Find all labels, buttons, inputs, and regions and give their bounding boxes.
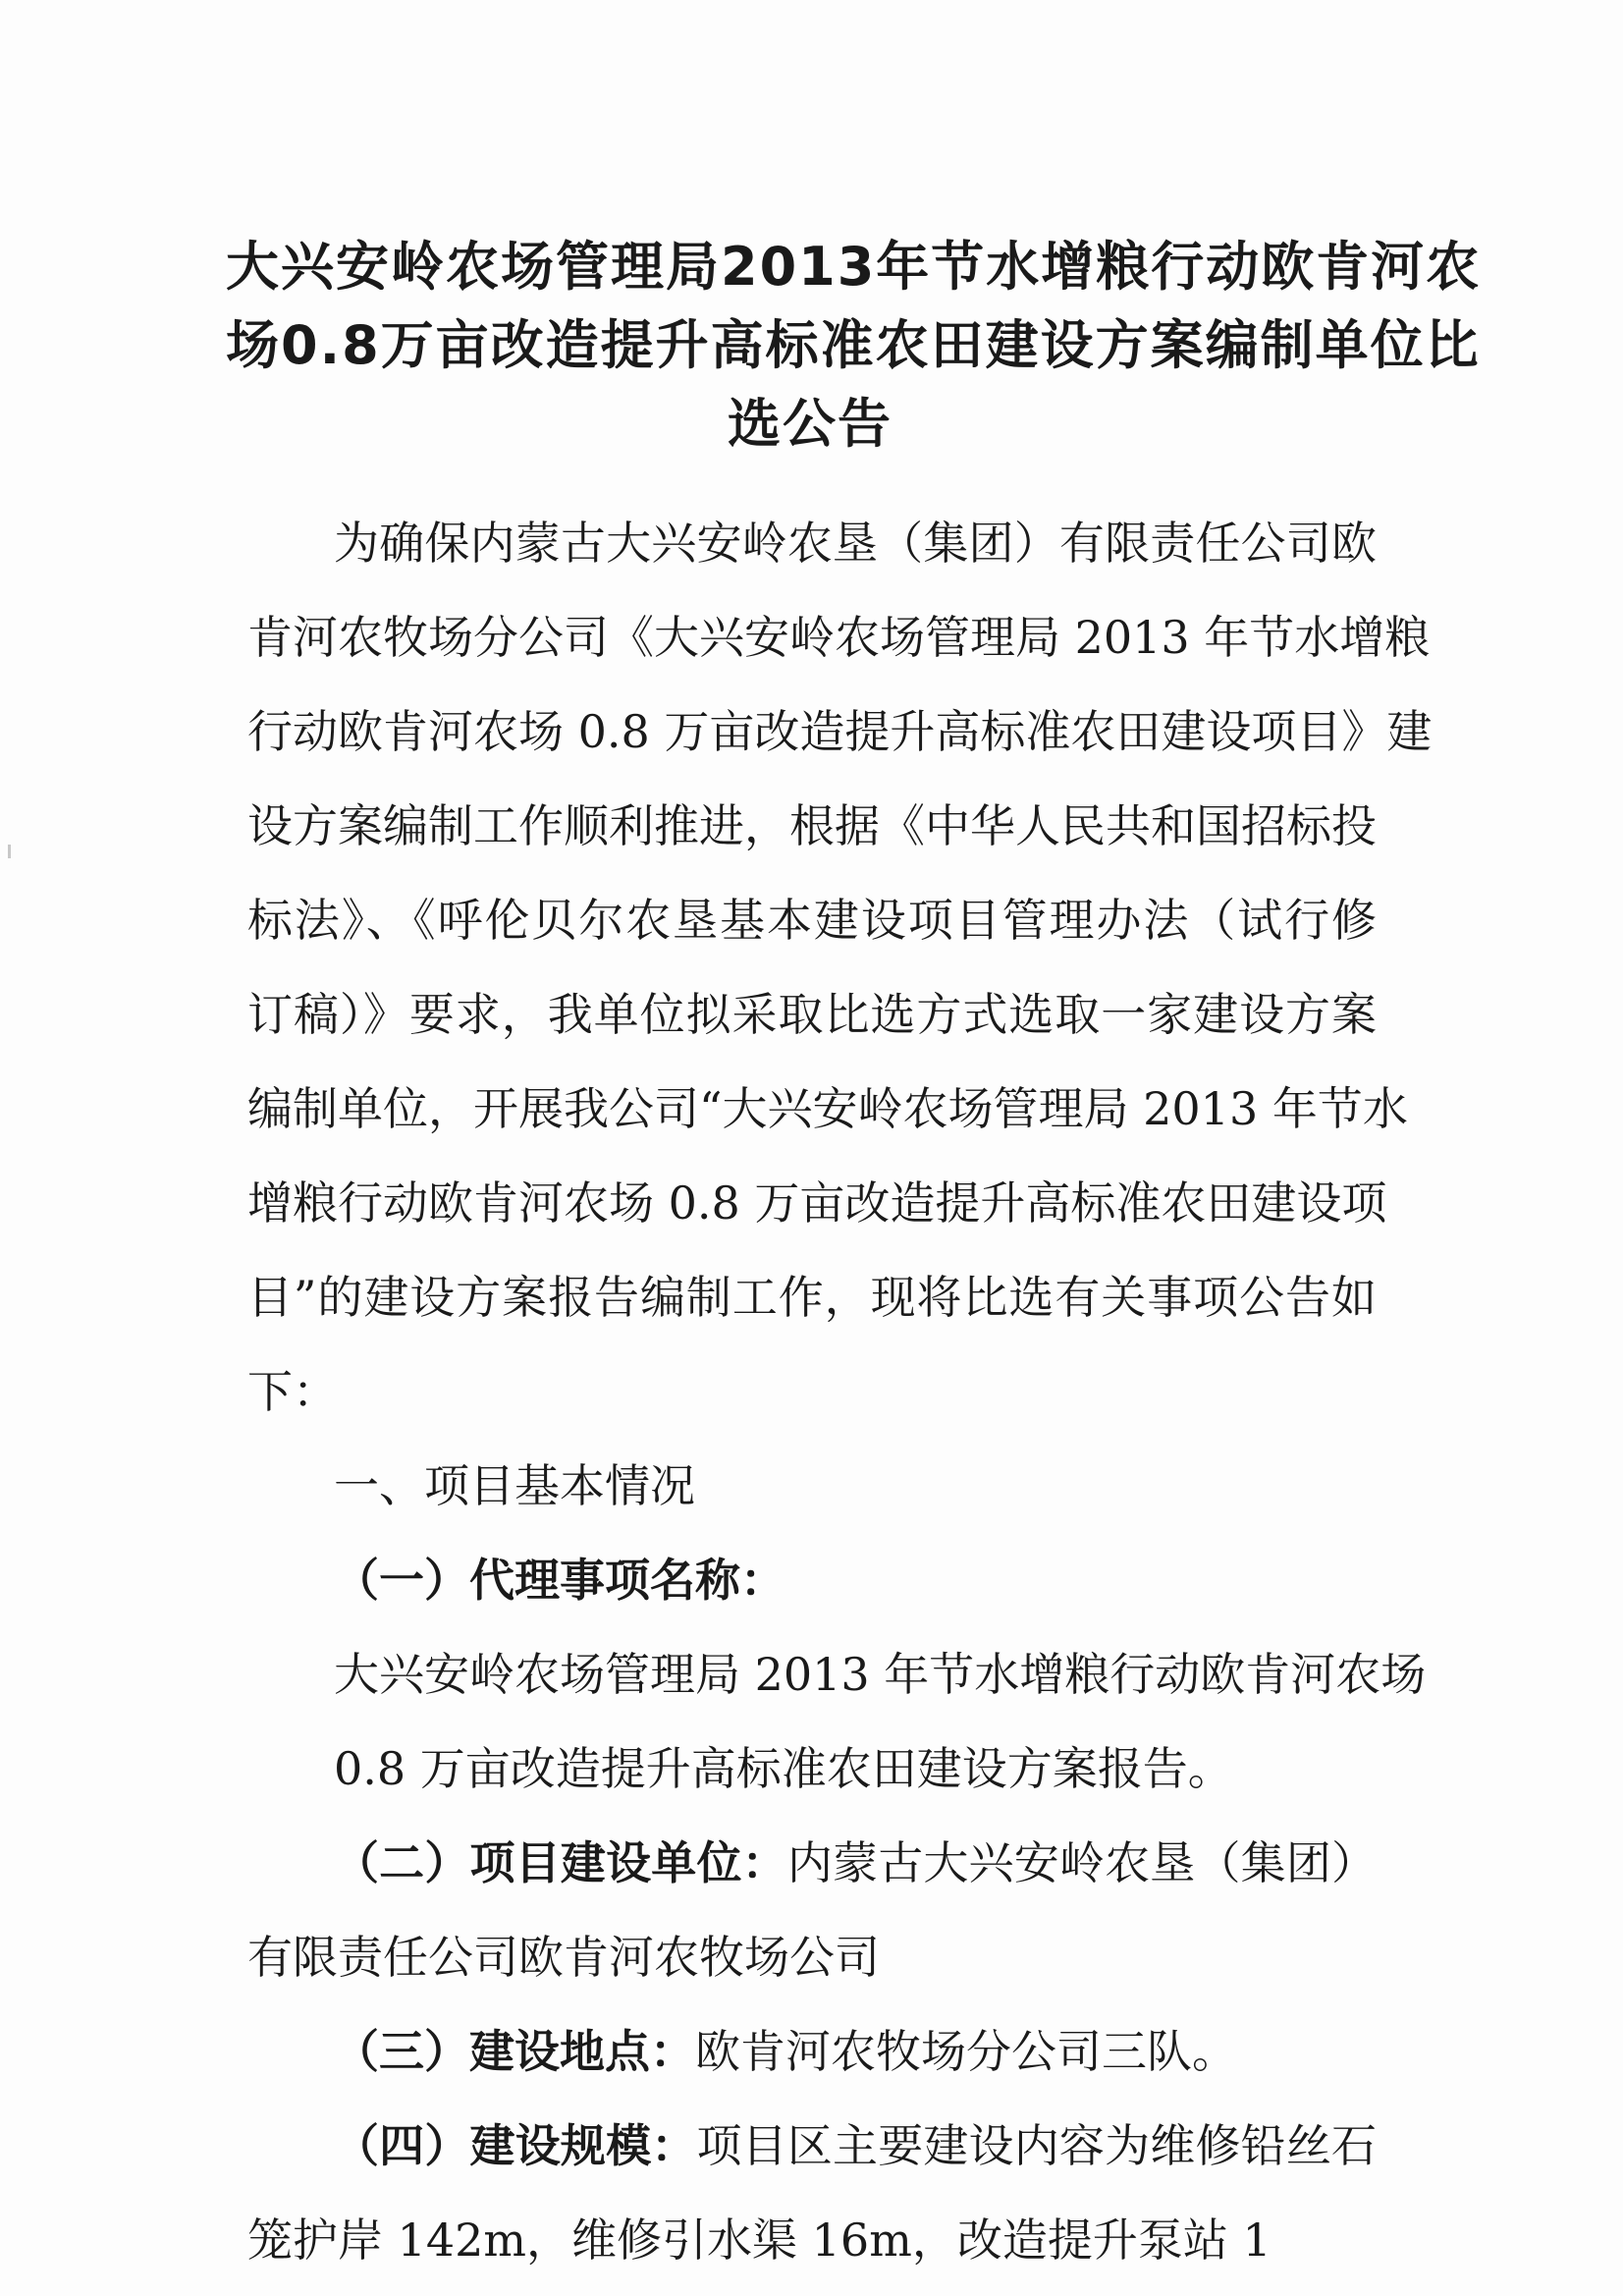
item3-label: （三）建设地点：	[334, 2025, 695, 2078]
item3-row	[334, 2004, 1237, 2099]
item1-line-2: 0.8 万亩改造提升高标准农田建设方案报告。	[334, 1742, 1233, 1795]
intro-line-2: 肯河农牧场分公司《大兴安岭农场管理局 2013 年节水增粮	[247, 611, 1431, 664]
intro-line-6: 订稿）》要求，我单位拟采取比选方式选取一家建设方案	[247, 988, 1377, 1041]
item4-label: （四）建设规模：	[334, 2119, 697, 2172]
item3-text: 欧肯河农牧场分公司三队。	[695, 2025, 1237, 2078]
title-line-2: 场0.8万亩改造提升高标准农田建设方案编制单位比	[226, 314, 1481, 376]
item2-text-first: 内蒙古大兴安岭农垦（集团）	[786, 1836, 1378, 1889]
item1-line-1: 大兴安岭农场管理局 2013 年节水增粮行动欧肯河农场	[334, 1648, 1427, 1701]
section-heading: 一、项目基本情况	[334, 1459, 695, 1512]
intro-line-8: 增粮行动欧肯河农场 0.8 万亩改造提升高标准农田建设项	[247, 1176, 1387, 1230]
item2-text-rest: 有限责任公司欧肯河农牧场公司	[247, 1931, 880, 1984]
intro-line-9: 目”的建设方案报告编制工作，现将比选有关事项公告如	[247, 1271, 1377, 1324]
intro-line-10: 下：	[247, 1365, 338, 1418]
intro-line-3: 行动欧肯河农场 0.8 万亩改造提升高标准农田建设项目》建	[247, 705, 1433, 758]
item4-text-first: 项目区主要建设内容为维修铅丝石	[696, 2119, 1378, 2172]
item2-label: （二）项目建设单位：	[334, 1836, 787, 1889]
item4-row	[334, 2099, 1377, 2193]
scan-artifact	[8, 845, 11, 858]
title-line-1: 大兴安岭农场管理局2013年节水增粮行动欧肯河农	[226, 236, 1482, 298]
intro-line-1: 为确保内蒙古大兴安岭农垦（集团）有限责任公司欧	[334, 517, 1377, 570]
intro-line-7: 编制单位，开展我公司“大兴安岭农场管理局 2013 年节水	[247, 1082, 1408, 1135]
item4-text-rest: 笼护岸 142m，维修引水渠 16m，改造提升泵站 1	[247, 2214, 1271, 2267]
intro-line-4: 设方案编制工作顺利推进，根据《中华人民共和国招标投	[247, 799, 1377, 852]
item1-label: （一）代理事项名称：	[334, 1554, 785, 1607]
intro-line-5: 标法》、《呼伦贝尔农垦基本建设项目管理办法（试行修	[247, 894, 1377, 947]
title-line-3: 选公告	[728, 393, 893, 455]
item2-row	[334, 1816, 1377, 1910]
